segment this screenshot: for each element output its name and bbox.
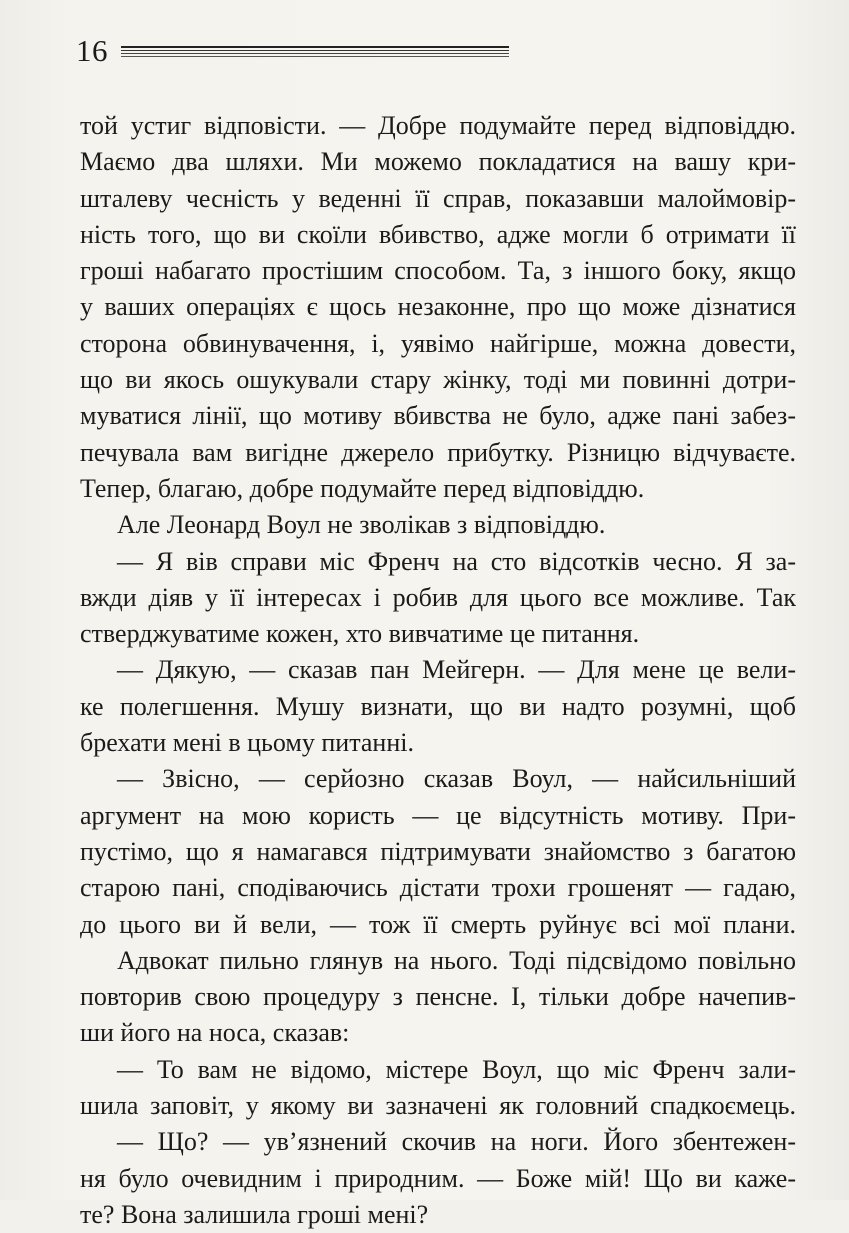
text-line: Адвокат пильно глянув на нього. Тоді підсвідомо повільно [117,945,796,975]
text-line: брехати мені в цьому питанні. [80,728,414,758]
text-line: старою пані, сподіваючись дістати трохи грошенят — гадаю, [80,873,796,903]
text-line: — Звісно, — серйозно сказав Воул, — найсильніший [117,764,796,794]
text-line: сторона обвинувачення, і, уявімо найгірше, можна довести, [80,328,796,358]
text-line: ня було очевидним і природним. — Боже мій! Що ви каже- [80,1163,796,1193]
page-header [76,30,476,70]
text-line: у ваших операціях є щось незаконне, про що може дізнатися [80,292,796,322]
body-text [80,108,796,1233]
text-line: муватися лінії, що мотиву вбивства не було, адже пані забез- [80,401,796,431]
text-line: шила заповіт, у якому ви зазначені як головний спадкоємець. [80,1091,796,1121]
text-line: ність того, що ви скоїли вбивство, адже могли б отримати її [80,219,796,249]
header-rule [121,46,509,58]
text-line: що ви якось ошукували стару жінку, тоді ми повинні дотри- [80,365,796,395]
text-line: шталеву чесність у веденні її справ, показавши малоймовір- [80,183,796,213]
text-line: Маємо два шляхи. Ми можемо покладатися на вашу кри- [80,147,796,177]
text-line: — Дякую, — сказав пан Мейгерн. — Для мене це вели- [117,655,796,685]
text-line: гроші набагато простішим способом. Та, з іншого боку, якщо [80,256,796,286]
text-line: повторив свою процедуру з пенсне. І, тільки добре начепив- [80,982,796,1012]
text-line: Тепер, благаю, добре подумайте перед відповіддю. [80,473,645,503]
text-line: вжди діяв у її інтересах і робив для цього все можливе. Так [80,582,796,612]
text-line: те? Вона залишила гроші мені? [80,1199,429,1229]
text-line: — Я вів справи міс Френч на сто відсотків чесно. Я за- [117,546,796,576]
page-number: 16 [76,33,108,68]
text-line: — То вам не відомо, містере Воул, що міс Френч зали- [117,1054,796,1084]
text-line: аргумент на мою користь — це відсутність мотиву. При- [80,800,796,830]
text-line: пустімо, що я намагався підтримувати знайомство з багатою [80,836,796,866]
text-line: Але Леонард Воул не зволікав з відповіддю. [117,510,606,540]
text-line: ши його на носа, сказав: [80,1018,350,1048]
text-line: ке полегшення. Мушу визнати, що ви надто розумні, щоб [80,691,796,721]
text-line: до цього ви й вели, — тож її смерть руйнує всі мої плани. [80,909,796,939]
text-line: — Що? — ув’язнений скочив на ноги. Його збентежен- [117,1127,796,1157]
text-line: стверджуватиме кожен, хто вивчатиме це питання. [80,619,640,649]
text-line: той устиг відповісти. — Добре подумайте перед відповіддю. [80,111,796,140]
text-line: печувала вам вигідне джерело прибутку. Різницю відчуваєте. [80,437,796,467]
